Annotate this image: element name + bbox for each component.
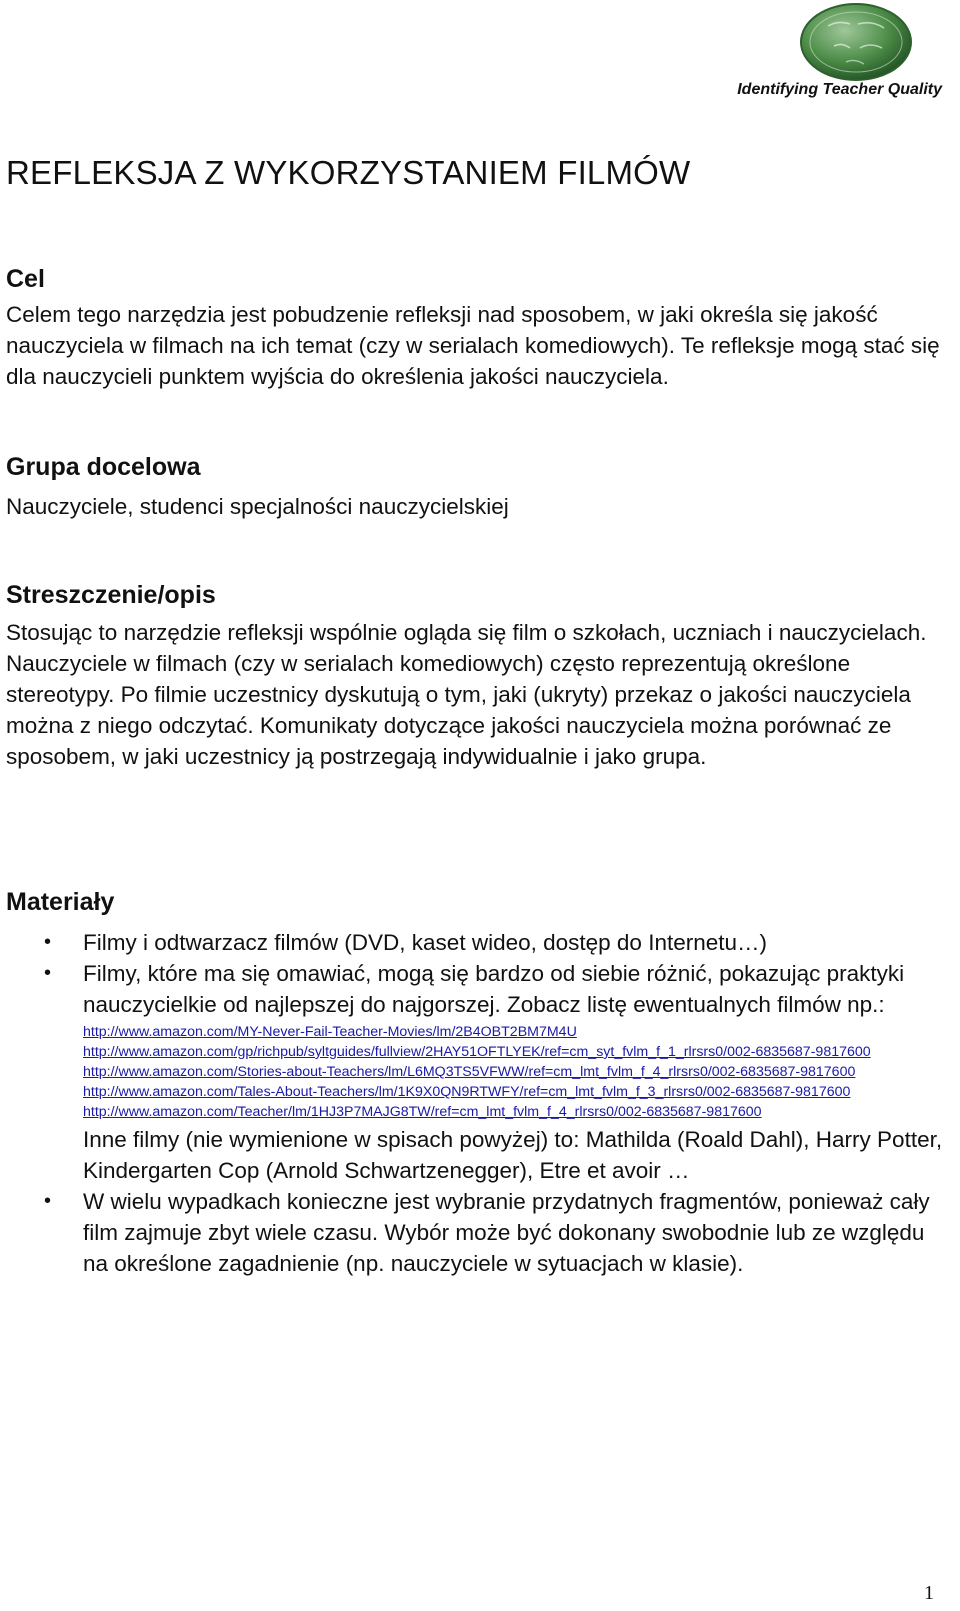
film-list-link[interactable]: http://www.amazon.com/Tales-About-Teachers/lm/1K9X0QN9RTWFY/ref=cm_lmt_fvlm_f_3_rlrsrs0/002-6835687-9817600	[83, 1084, 851, 1100]
materials-item-1: Filmy i odtwarzacz filmów (DVD, kaset wideo, dostęp do Internetu…)	[83, 930, 767, 955]
film-list-link[interactable]: http://www.amazon.com/Stories-about-Teachers/lm/L6MQ3TS5VFWW/ref=cm_lmt_fvlm_f_4_rlrsrs0/002-6835687-9817600	[83, 1064, 856, 1080]
materials-item-3: W wielu wypadkach konieczne jest wybranie przydatnych fragmentów, ponieważ cały film zajmuje zbyt wiele czasu. Wybór może być dokonany swobodnie lub ze względu na określone zagadnienie (np. nauczyciele w sytuacjach w klasie).	[83, 1189, 930, 1276]
page-title: REFLEKSJA Z WYKORZYSTANIEM FILMÓW	[6, 154, 691, 191]
section-heading-materialy: Materiały	[6, 888, 115, 916]
section-heading-streszczenie: Streszczenie/opis	[6, 581, 216, 609]
header-note: Identifying Teacher Quality	[737, 81, 942, 98]
materials-list	[0, 927, 950, 1279]
bullet-icon: •	[44, 962, 52, 984]
materials-item-2: Filmy, które ma się omawiać, mogą się bardzo od siebie różnić, pokazując praktyki nauczycielkie od najlepszej do najgorszej. Zobacz listę ewentualnych filmów np.:	[83, 961, 905, 1017]
section-text-streszczenie: Stosując to narzędzie refleksji wspólnie ogląda się film o szkołach, uczniach i nauczycielach. Nauczyciele w filmach (czy w serialach komediowych) często reprezentują określone stereotypy. Po filmie uczestnicy dyskutują o tym, jaki (ukryty) przekaz o jakości nauczyciela można z niego odczytać. Komunikaty dotyczące jakości nauczyciela można porównać ze sposobem, w jaki uczestnicy ją postrzegają indywidualnie i jako grupa.	[6, 620, 927, 769]
list-item	[0, 1186, 950, 1279]
section-text-grupa: Nauczyciele, studenci specjalności nauczycielskiej	[6, 494, 509, 519]
section-heading-cel: Cel	[6, 265, 45, 293]
section-heading-grupa: Grupa docelowa	[6, 453, 201, 481]
bullet-icon: •	[44, 931, 52, 953]
bullet-icon: •	[44, 1190, 52, 1212]
film-list-link[interactable]: http://www.amazon.com/gp/richpub/syltguides/fullview/2HAY51OFTLYEK/ref=cm_syt_fvlm_f_1_rlrsrs0/002-6835687-9817600	[83, 1044, 871, 1060]
page-number: 1	[924, 1582, 934, 1604]
list-item	[0, 958, 950, 1186]
teacher-quality-logo	[798, 2, 914, 82]
film-links	[83, 1022, 950, 1122]
list-item	[0, 927, 950, 958]
film-list-link[interactable]: http://www.amazon.com/Teacher/lm/1HJ3P7MAJG8TW/ref=cm_lmt_fvlm_f_4_rlrsrs0/002-6835687-9817600	[83, 1104, 762, 1120]
film-list-link[interactable]: http://www.amazon.com/MY-Never-Fail-Teacher-Movies/lm/2B4OBT2BM7M4U	[83, 1024, 577, 1040]
materials-item-2-after: Inne filmy (nie wymienione w spisach powyżej) to: Mathilda (Roald Dahl), Harry Potter, Kindergarten Cop (Arnold Schwartzenegger), Etre et avoir …	[83, 1127, 943, 1183]
section-text-cel: Celem tego narzędzia jest pobudzenie refleksji nad sposobem, w jaki określa się jakość nauczyciela w filmach na ich temat (czy w serialach komediowych). Te refleksje mogą stać się dla nauczycieli punktem wyjścia do określenia jakości nauczyciela.	[6, 302, 940, 389]
